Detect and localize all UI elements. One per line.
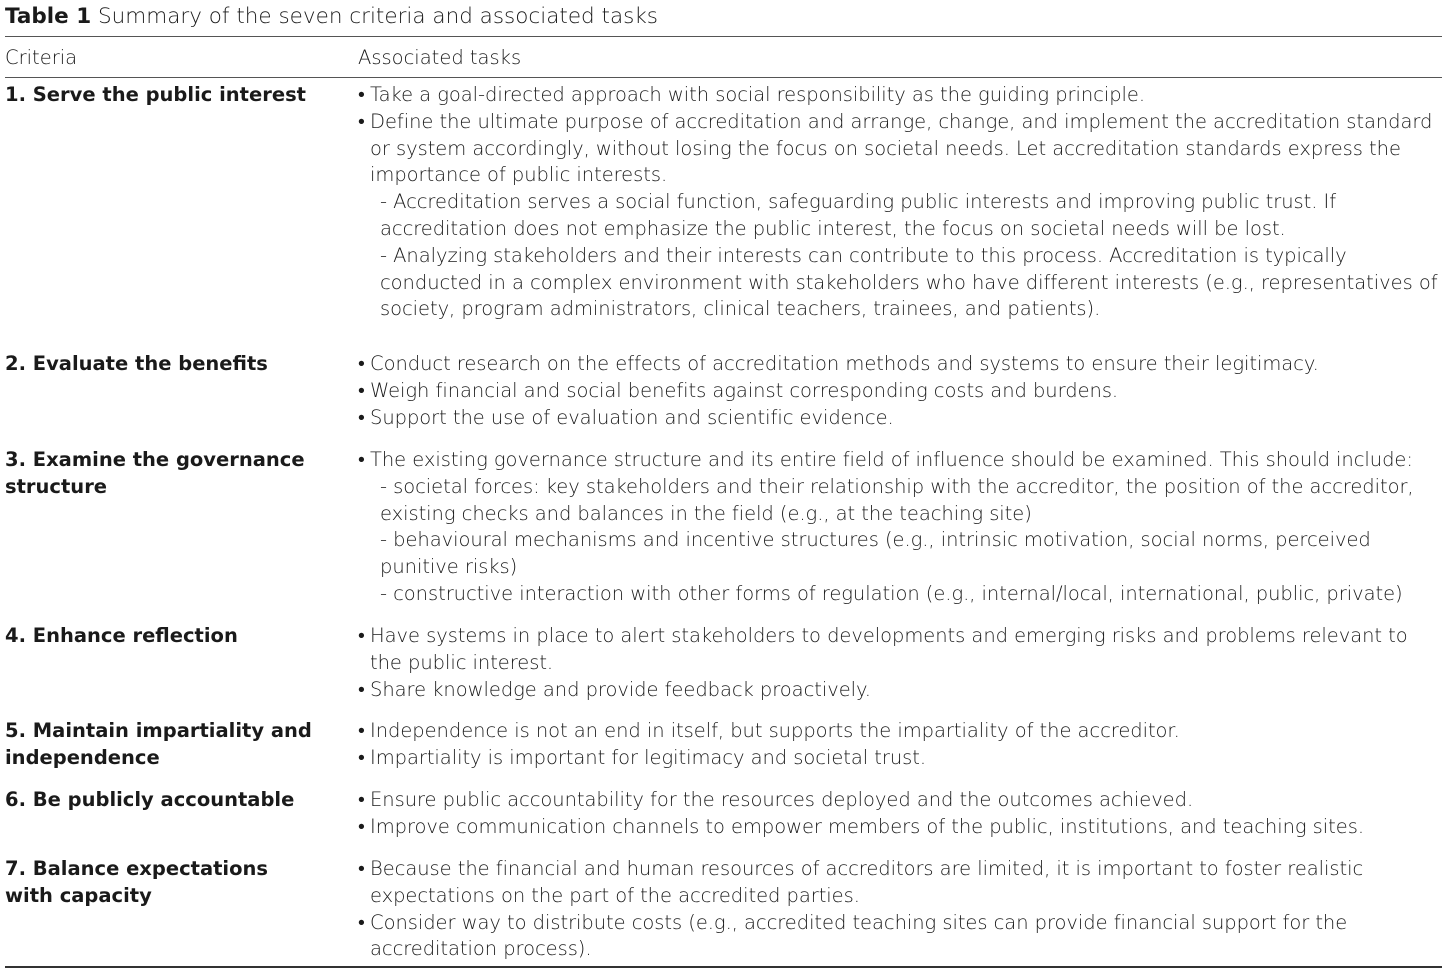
tasks-cell xyxy=(358,787,1442,843)
criterion-cell: 3. Examine the governance structure xyxy=(5,448,305,498)
criterion-cell: 6. Be publicly accountable xyxy=(5,788,295,811)
task-subitem: - behavioural mechanisms and incentive structures (e.g., intrinsic motivation, social norms, perceived punitive risks) xyxy=(380,528,1371,579)
tasks-cell xyxy=(358,447,1442,610)
table-caption xyxy=(5,0,1442,36)
bullet-dot: • xyxy=(358,83,365,106)
bullet-dot: • xyxy=(358,910,365,934)
tasks-cell xyxy=(358,82,1442,338)
bullet-dot: • xyxy=(358,719,365,742)
bullet-dot: • xyxy=(358,378,365,402)
table-row xyxy=(5,82,1442,338)
task-bullet xyxy=(358,447,1442,474)
table-row xyxy=(5,787,1442,843)
bullet-dot: • xyxy=(358,624,365,647)
table-row xyxy=(5,718,1442,774)
task-text: Share knowledge and provide feedback proactively. xyxy=(370,677,871,701)
task-bullet xyxy=(358,623,1442,677)
task-text: Have systems in place to alert stakeholders to developments and emerging risks and problems relevant to the public interest. xyxy=(370,624,1408,674)
task-bullet xyxy=(358,378,1442,405)
caption-label: Table 1 xyxy=(5,4,92,29)
table-row xyxy=(5,447,1442,610)
task-bullet xyxy=(358,856,1442,910)
criterion-cell: 2. Evaluate the benefits xyxy=(5,352,268,375)
task-subitem: - constructive interaction with other forms of regulation (e.g., internal/local, international, public, private) xyxy=(380,581,1403,605)
bullet-dot: • xyxy=(358,788,365,811)
task-bullet xyxy=(358,910,1442,964)
task-text: Take a goal-directed approach with social responsibility as the guiding principle. xyxy=(370,83,1145,106)
table-row xyxy=(5,351,1442,434)
task-bullet xyxy=(358,745,1442,772)
task-text: Because the financial and human resources of accreditors are limited, it is important to foster realistic expectations on the part of the accredited parties. xyxy=(370,857,1364,907)
tasks-cell xyxy=(358,351,1442,434)
task-bullet xyxy=(358,82,1442,109)
task-text: Consider way to distribute costs (e.g., accredited teaching sites can provide financial support for the accreditation process). xyxy=(370,910,1348,961)
tasks-cell xyxy=(358,856,1442,966)
criterion-cell: 5. Maintain impartiality and independence xyxy=(5,719,312,769)
criterion-cell: 7. Balance expectations with capacity xyxy=(5,857,269,907)
task-text: Weigh financial and social benefits against corresponding costs and burdens. xyxy=(370,378,1119,402)
task-bullet xyxy=(358,677,1442,704)
task-text: Impartiality is important for legitimacy and societal trust. xyxy=(370,745,926,769)
task-subitem: - Accreditation serves a social function, safeguarding public interests and improving public trust. If accreditation does not emphasize the public interest, the focus on societal needs will be lost. xyxy=(380,190,1337,240)
table-header-row xyxy=(5,37,1442,77)
table-row xyxy=(5,856,1442,966)
task-text: Define the ultimate purpose of accreditation and arrange, change, and implement the accreditation standard or system accordingly, without losing the focus on societal needs. Let accreditation standards express the importance of public interests. xyxy=(370,109,1433,187)
header-associated-tasks: Associated tasks xyxy=(358,45,522,69)
task-text: Conduct research on the effects of accreditation methods and systems to ensure their legitimacy. xyxy=(370,352,1319,375)
caption-text: Summary of the seven criteria and associated tasks xyxy=(91,4,658,29)
task-text: Ensure public accountability for the resources deployed and the outcomes achieved. xyxy=(370,788,1194,811)
table-header-rule xyxy=(5,77,1442,78)
bullet-dot: • xyxy=(358,448,365,471)
task-bullet xyxy=(358,718,1442,745)
tasks-cell xyxy=(358,718,1442,774)
task-subitem: - societal forces: key stakeholders and their relationship with the accreditor, the position of the accreditor, existing checks and balances in the field (e.g., at the teaching site) xyxy=(380,474,1414,525)
task-bullet xyxy=(358,814,1442,841)
task-bullet xyxy=(358,405,1442,432)
task-bullet xyxy=(358,351,1442,378)
task-text: Independence is not an end in itself, but supports the impartiality of the accreditor. xyxy=(370,719,1180,742)
table-row xyxy=(5,623,1442,705)
bullet-dot: • xyxy=(358,109,365,133)
header-criteria: Criteria xyxy=(5,45,78,69)
task-bullet xyxy=(358,787,1442,814)
bullet-dot: • xyxy=(358,405,365,429)
task-text: Support the use of evaluation and scientific evidence. xyxy=(370,405,894,429)
criterion-cell: 4. Enhance reflection xyxy=(5,624,238,647)
tasks-cell xyxy=(358,623,1442,705)
bullet-dot: • xyxy=(358,352,365,375)
task-text: The existing governance structure and its entire field of influence should be examined. This should include: xyxy=(370,448,1413,471)
bullet-dot: • xyxy=(358,814,365,838)
task-bullet xyxy=(358,109,1442,189)
bullet-dot: • xyxy=(358,745,365,769)
bullet-dot: • xyxy=(358,857,365,880)
bullet-dot: • xyxy=(358,677,365,701)
task-text: Improve communication channels to empower members of the public, institutions, and teaching sites. xyxy=(370,814,1364,838)
table-figure xyxy=(5,0,1442,968)
task-subitem: - Analyzing stakeholders and their interests can contribute to this process. Accreditation is typically conducted in a complex environment with stakeholders who have different interests (e.g., representatives of society, program administrators, clinical teachers, trainees, and patients). xyxy=(380,243,1438,321)
criterion-cell: 1. Serve the public interest xyxy=(5,83,306,106)
